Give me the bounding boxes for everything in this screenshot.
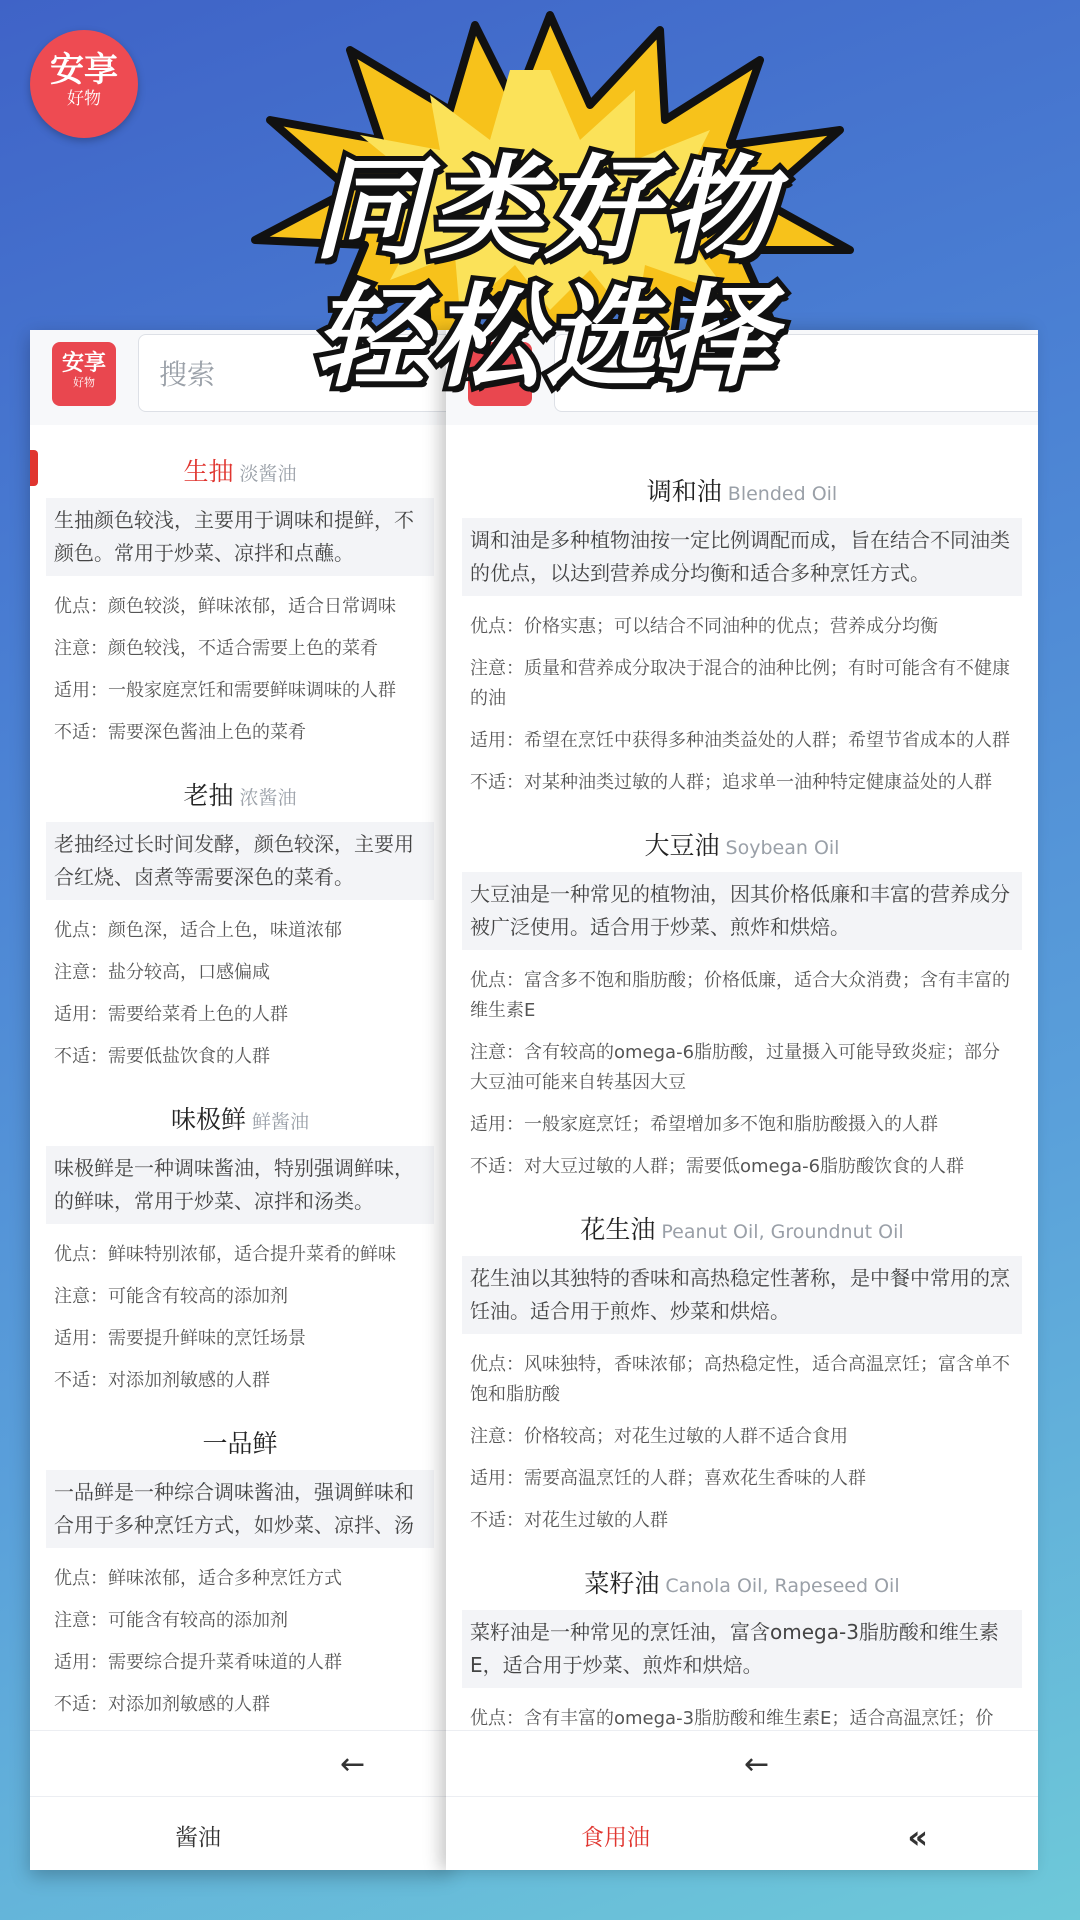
product-unfit: 不适：需要深色酱油上色的菜肴 xyxy=(54,722,306,743)
back-row xyxy=(446,1730,1038,1797)
product-note: 注意：盐分较高，口感偏咸 xyxy=(54,962,270,983)
soy-sauce-panel xyxy=(30,330,450,1870)
product-name: 菜籽油 xyxy=(584,1569,660,1598)
back-arrow-icon[interactable]: ← xyxy=(744,1747,770,1782)
product-unfit: 不适：需要低盐饮食的人群 xyxy=(54,1046,270,1067)
brand-badge xyxy=(30,30,138,138)
badge-subtitle: 好物 xyxy=(67,89,101,109)
product-name: 味极鲜 xyxy=(170,1105,246,1134)
bottom-nav xyxy=(446,1730,1038,1870)
cooking-oil-panel xyxy=(446,330,1038,1870)
product-name: 老抽 xyxy=(183,781,234,810)
product-description: 大豆油是一种常见的植物油，因其价格低廉和丰富的营养成分被广泛使用。适合用于炒菜、煎炸和烘焙。 xyxy=(462,872,1022,950)
back-arrow-icon[interactable]: ← xyxy=(340,1747,366,1782)
product-fit: 适用：希望在烹饪中获得多种油类益处的人群；希望节省成本的人群 xyxy=(470,730,1010,751)
product-name: 调和油 xyxy=(646,477,722,506)
product-pros: 优点：颜色较淡，鲜味浓郁，适合日常调味 xyxy=(54,596,396,617)
product-description: 老抽经过长时间发酵，颜色较深，主要用 合红烧、卤煮等需要深色的菜肴。 xyxy=(46,822,434,900)
product-fit: 适用：一般家庭烹饪和需要鲜味调味的人群 xyxy=(54,680,396,701)
search-input[interactable]: 搜索 xyxy=(138,334,450,412)
product-card[interactable] xyxy=(30,1424,450,1726)
headline-line-1: 同类好物 xyxy=(313,145,777,275)
product-pros: 优点：价格实惠；可以结合不同油种的优点；营养成分均衡 xyxy=(470,616,938,637)
product-note: 注意：质量和营养成分取决于混合的油种比例；有时可能含有不健康的油 xyxy=(470,658,1010,709)
product-description: 味极鲜是一种调味酱油，特别强调鲜味， 的鲜味，常用于炒菜、凉拌和汤类。 xyxy=(46,1146,434,1224)
product-list[interactable] xyxy=(446,450,1038,1730)
product-note: 注意：可能含有较高的添加剂 xyxy=(54,1286,288,1307)
product-unfit: 不适：对大豆过敏的人群；需要低omega-6脂肪酸饮食的人群 xyxy=(470,1156,965,1177)
product-name: 生抽 xyxy=(183,457,234,486)
app-logo[interactable] xyxy=(52,342,116,406)
product-note: 注意：价格较高；对花生过敏的人群不适合食用 xyxy=(470,1426,848,1447)
product-pros: 优点：颜色深，适合上色，味道浓郁 xyxy=(54,920,342,941)
logo-title: 安享 xyxy=(61,351,106,376)
bottom-nav xyxy=(30,1730,450,1870)
product-fit: 适用：需要提升鲜味的烹饪场景 xyxy=(54,1328,306,1349)
product-pros: 优点：鲜味浓郁，适合多种烹饪方式 xyxy=(54,1568,342,1589)
product-card[interactable] xyxy=(446,826,1038,1188)
product-name: 一品鲜 xyxy=(202,1429,278,1458)
back-row xyxy=(30,1730,450,1797)
product-pros: 优点：风味独特，香味浓郁；高热稳定性，适合高温烹饪；富含单不饱和脂肪酸 xyxy=(470,1354,1010,1405)
product-subname: 浓酱油 xyxy=(239,787,297,809)
double-chevron-left-icon[interactable]: « xyxy=(907,1818,928,1856)
product-pros: 优点：富含多不饱和脂肪酸；价格低廉，适合大众消费；含有丰富的维生素E xyxy=(470,970,1010,1021)
tab-soy-sauce[interactable]: 酱油 xyxy=(175,1825,221,1851)
product-fit: 适用：一般家庭烹饪；希望增加多不饱和脂肪酸摄入的人群 xyxy=(470,1114,938,1135)
product-fit: 适用：需要给菜肴上色的人群 xyxy=(54,1004,288,1025)
product-fit: 适用：需要高温烹饪的人群；喜欢花生香味的人群 xyxy=(470,1468,866,1489)
product-description: 一品鲜是一种综合调味酱油，强调鲜味和 合用于多种烹饪方式，如炒菜、凉拌、汤 xyxy=(46,1470,434,1548)
product-english-name: Blended Oil xyxy=(727,483,838,505)
product-card[interactable] xyxy=(446,1210,1038,1542)
product-subname: 鲜酱油 xyxy=(252,1111,310,1133)
product-english-name: Soybean Oil xyxy=(725,837,840,859)
product-card[interactable] xyxy=(30,776,450,1078)
product-fit: 适用：需要综合提升菜肴味道的人群 xyxy=(54,1652,342,1673)
product-card[interactable] xyxy=(30,452,450,754)
product-subname: 淡酱油 xyxy=(239,463,297,485)
product-description: 菜籽油是一种常见的烹饪油，富含omega-3脂肪酸和维生素E，适合用于炒菜、煎炸和烘焙。 xyxy=(462,1610,1022,1688)
product-unfit: 不适：对某种油类过敏的人群；追求单一油种特定健康益处的人群 xyxy=(470,772,992,793)
product-pros: 优点：鲜味特别浓郁，适合提升菜肴的鲜味 xyxy=(54,1244,396,1265)
logo-subtitle: 好物 xyxy=(73,376,95,389)
product-english-name: Peanut Oil, Groundnut Oil xyxy=(661,1221,904,1243)
product-note: 注意：含有较高的omega-6脂肪酸，过量摄入可能导致炎症；部分大豆油可能来自转基因大豆 xyxy=(470,1042,1001,1093)
product-name: 大豆油 xyxy=(644,831,720,860)
product-english-name: Canola Oil, Rapeseed Oil xyxy=(665,1575,900,1597)
product-note: 注意：可能含有较高的添加剂 xyxy=(54,1610,288,1631)
product-pros: 优点：含有丰富的omega-3脂肪酸和维生素E；适合高温烹饪；价 xyxy=(470,1708,994,1729)
product-unfit: 不适：对花生过敏的人群 xyxy=(470,1510,668,1531)
tab-cooking-oil[interactable]: 食用油 xyxy=(581,1825,650,1851)
badge-title: 安享 xyxy=(50,50,118,90)
headline-line-2: 轻松选择 xyxy=(313,273,777,403)
product-card[interactable] xyxy=(446,1564,1038,1730)
product-description: 调和油是多种植物油按一定比例调配而成，旨在结合不同油类的优点，以达到营养成分均衡和适合多种烹饪方式。 xyxy=(462,518,1022,596)
product-name: 花生油 xyxy=(580,1215,656,1244)
product-list[interactable] xyxy=(30,430,450,1730)
product-description: 花生油以其独特的香味和高热稳定性著称，是中餐中常用的烹饪油。适合用于煎炸、炒菜和烘焙。 xyxy=(462,1256,1022,1334)
product-unfit: 不适：对添加剂敏感的人群 xyxy=(54,1370,270,1391)
product-note: 注意：颜色较浅，不适合需要上色的菜肴 xyxy=(54,638,378,659)
product-description: 生抽颜色较浅，主要用于调味和提鲜，不 颜色。常用于炒菜、凉拌和点蘸。 xyxy=(46,498,434,576)
product-card[interactable] xyxy=(446,472,1038,804)
product-card[interactable] xyxy=(30,1100,450,1402)
product-unfit: 不适：对添加剂敏感的人群 xyxy=(54,1694,270,1715)
